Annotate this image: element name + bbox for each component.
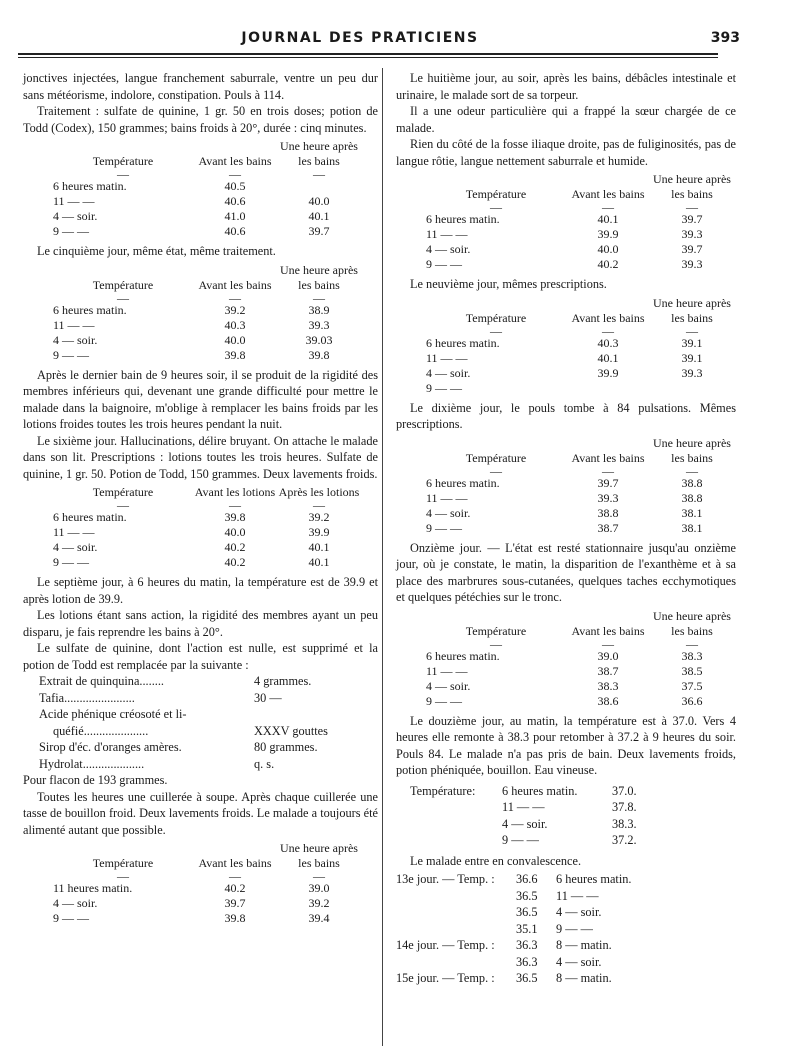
column-header: Avant les bains [198, 154, 272, 168]
prescription-item: Tafia....................... 30 — [39, 690, 282, 705]
column-header: Une heure après les bains [653, 295, 731, 325]
time-cell: 6 heures matin. [53, 510, 127, 524]
time-cell: 11 heures matin. [53, 881, 133, 895]
journal-title: JOURNAL DES PRATICIENS [241, 30, 479, 46]
column-header: Avant les bains [198, 277, 272, 292]
rule-dash: — [686, 636, 698, 651]
time-cell: 11 — — [426, 227, 468, 241]
rule-dash: — [117, 869, 129, 883]
time-cell: 6 heures matin. [426, 475, 500, 490]
rule-dash: — [229, 869, 241, 883]
table-header-row [396, 172, 734, 202]
value-cell: 39.03 [305, 332, 333, 347]
value-cell: 40.1 [597, 212, 619, 226]
table-row [23, 540, 361, 555]
paragraph: Le douzième jour, au matin, la température est à 37.0. Vers 4 heures elle remonte à 38.3 pour retomber à 37.2 à 9 heures du soir. Pouls 84. Le malade n'a pas pris de bain. Deux lavements froids, potion phéniquée, bouillon. Eau vineuse. [396, 713, 736, 777]
table-row [396, 212, 734, 227]
prescription-item: Hydrolat.................... q. s. [39, 756, 275, 771]
time-cell: 9 — — [426, 257, 462, 271]
value-cell: 39.3 [681, 365, 703, 380]
rule-dash: — [117, 167, 129, 181]
table-row [23, 510, 361, 525]
table-row [23, 555, 361, 570]
temperature-line: 4 — soir. 38.3. [502, 816, 637, 831]
rule-dash: — [490, 636, 502, 651]
column-header: Une heure après les bains [653, 608, 731, 638]
table-rule-row [23, 293, 361, 303]
value-cell: 39.0 [308, 881, 330, 895]
value-cell: 41.0 [224, 209, 246, 223]
rule-dash: — [602, 200, 614, 214]
column-header: Avant les bains [571, 450, 645, 465]
value-cell: 39.4 [308, 911, 330, 925]
rule-dash: — [229, 167, 241, 181]
time-cell: 4 — soir. [426, 365, 471, 380]
time-cell: 11 — — [426, 350, 468, 365]
time-cell: 11 — — [426, 663, 468, 678]
value-cell: 38.1 [681, 505, 703, 520]
prescription-item: Extrait de quinquina........ 4 grammes. [39, 674, 312, 688]
prescription-list [39, 673, 378, 772]
value-cell: 40.6 [224, 194, 246, 208]
table-row [396, 381, 734, 396]
column-header: Température [465, 450, 527, 465]
value-cell: 36.6 [681, 693, 703, 708]
table-row [396, 679, 734, 694]
time-cell: 9 — — [53, 347, 89, 362]
column-header: Température [92, 154, 154, 168]
value-cell: 40.1 [597, 350, 619, 365]
time-cell: 4 — soir. [53, 540, 98, 554]
rule-dash: — [686, 463, 698, 478]
prescription-item: quéfié..................... XXXV gouttes [53, 723, 328, 738]
temperature-table [23, 139, 361, 239]
convalescence-line: 15e jour. — Temp. : 36.5 8 — matin. [396, 971, 612, 985]
prescription-item: Acide phénique créosoté et li- [39, 707, 187, 721]
table-row [396, 664, 734, 679]
table-row [396, 694, 734, 709]
time-cell: 9 — — [426, 380, 462, 395]
time-cell: 6 heures matin. [53, 179, 127, 193]
table-row [23, 911, 361, 926]
table-row [396, 521, 734, 536]
table-rule-row [23, 169, 361, 179]
table-row [396, 506, 734, 521]
value-cell: 38.8 [597, 505, 619, 520]
value-cell: 39.1 [681, 335, 703, 350]
value-cell: 38.8 [681, 490, 703, 505]
value-cell: 40.2 [224, 555, 246, 569]
value-cell: 38.1 [681, 520, 703, 535]
rule-dash: — [313, 167, 325, 181]
value-cell: 40.2 [597, 257, 619, 271]
value-cell: 39.8 [224, 510, 246, 524]
temperature-table [23, 485, 361, 570]
column-header: Une heure après les bains [653, 172, 731, 201]
value-cell: 40.1 [308, 555, 330, 569]
paragraph: jonctives injectées, langue franchement saburrale, ventre un peu dur sans météorisme, indolore, constipation. Pouls à 114. [23, 71, 378, 102]
temperature-table [396, 296, 734, 396]
time-cell: 9 — — [426, 693, 462, 708]
time-cell: 6 heures matin. [426, 648, 500, 663]
time-cell: 4 — soir. [53, 332, 98, 347]
value-cell: 39.2 [308, 896, 330, 910]
table-header-row [23, 485, 361, 500]
value-cell: 38.3 [597, 678, 619, 693]
value-cell: 38.7 [597, 663, 619, 678]
value-cell: 39.8 [224, 347, 246, 362]
column-header: Avant les bains [571, 187, 645, 201]
table-row [23, 348, 361, 363]
column-header: Température [92, 277, 154, 292]
value-cell: 38.7 [597, 520, 619, 535]
header-rule-thin [18, 57, 718, 58]
convalescence-line: 14e jour. — Temp. : 36.3 8 — matin. [396, 938, 612, 952]
time-cell: 11 — — [53, 525, 95, 539]
right-column [396, 70, 736, 987]
rule-dash: — [490, 200, 502, 214]
column-divider [382, 68, 383, 1046]
rule-dash: — [686, 200, 698, 214]
paragraph: Les lotions étant sans action, la rigidité des membres ayant un peu disparu, je fais reprendre les bains à 20°. [23, 608, 378, 639]
value-cell: 39.9 [597, 227, 619, 241]
running-header [20, 30, 740, 50]
time-cell: 11 — — [53, 194, 95, 208]
header-rule [18, 53, 718, 55]
value-cell [566, 381, 650, 396]
page-number: 393 [710, 30, 740, 46]
table-rule-row [23, 871, 361, 881]
column-header: Avant les bains [571, 623, 645, 638]
table-row [23, 209, 361, 224]
value-cell: 39.8 [308, 347, 330, 362]
table-header-row [23, 139, 361, 169]
rule-dash: — [686, 323, 698, 338]
time-cell: 11 — — [53, 317, 95, 332]
time-cell: 9 — — [53, 555, 89, 569]
value-cell: 40.0 [597, 242, 619, 256]
value-cell: 38.9 [308, 302, 330, 317]
column-header: Température [465, 310, 527, 325]
table-header-row [23, 841, 361, 871]
rule-dash: — [229, 290, 241, 305]
temperature-table [23, 841, 361, 926]
convalescence-line: 13e jour. — Temp. : 36.6 6 heures matin. [396, 872, 632, 886]
column-header: Avant les lotions [194, 485, 276, 499]
table-row [396, 242, 734, 257]
table-header-row [396, 296, 734, 326]
value-cell: 40.0 [308, 194, 330, 208]
temperature-table [396, 609, 734, 709]
value-cell: 39.8 [224, 911, 246, 925]
column-header: Une heure après les bains [280, 841, 358, 870]
value-cell: 40.5 [224, 179, 246, 193]
table-row [23, 333, 361, 348]
paragraph: Le sulfate de quinine, dont l'action est nulle, est supprimé et la potion de Todd est remplacée par la suivante : [23, 641, 378, 672]
time-cell: 4 — soir. [53, 209, 98, 223]
value-cell: 40.0 [224, 332, 246, 347]
table-row [23, 224, 361, 239]
temperature-line: Température: 6 heures matin. 37.0. [410, 783, 637, 798]
value-cell: 39.7 [681, 212, 703, 226]
time-cell: 4 — soir. [53, 896, 98, 910]
table-row [396, 476, 734, 491]
rule-dash: — [313, 290, 325, 305]
time-cell: 6 heures matin. [426, 335, 500, 350]
value-cell: 39.7 [681, 242, 703, 256]
table-row [396, 336, 734, 351]
value-cell: 37.5 [681, 678, 703, 693]
rule-dash: — [490, 463, 502, 478]
value-cell: 39.3 [597, 490, 619, 505]
convalescence-line: 36.5 11 — — [516, 888, 599, 903]
rule-dash: — [117, 290, 129, 305]
paragraph: Onzième jour. — L'état est resté stationnaire jusqu'au onzième jour, où je constate, le matin, la disparition de l'exanthème et à sa place des marbrures sous-cutanées, quelques taches ecchymotiques et quelques pétéchies sur le tronc. [396, 540, 736, 604]
temperature-table [396, 172, 734, 272]
time-cell: 9 — — [426, 520, 462, 535]
paragraph: Le neuvième jour, mêmes prescriptions. [410, 277, 607, 291]
value-cell: 39.2 [308, 510, 330, 524]
table-header-row [396, 436, 734, 466]
temperature-line: 11 — — 37.8. [502, 800, 637, 814]
table-rule-row [396, 326, 734, 336]
rule-dash: — [602, 323, 614, 338]
value-cell: 40.6 [224, 224, 246, 238]
table-row [396, 649, 734, 664]
column-header: Une heure après les bains [653, 435, 731, 465]
paragraph: Pour flacon de 193 grammes. [23, 773, 168, 787]
column-header: Température [465, 623, 527, 638]
paragraph: Le septième jour, à 6 heures du matin, la température est de 39.9 et après lotion de 39.9. [23, 575, 378, 606]
value-cell: 39.7 [224, 896, 246, 910]
column-header: Température [465, 187, 527, 201]
prescription-item: Sirop d'éc. d'oranges amères. 80 grammes. [39, 740, 318, 754]
table-rule-row [396, 639, 734, 649]
time-cell: 9 — — [53, 224, 89, 238]
value-cell: 38.3 [681, 648, 703, 663]
table-row [23, 525, 361, 540]
convalescence-line: 35.1 9 — — [516, 921, 593, 936]
rule-dash: — [490, 323, 502, 338]
time-cell: 9 — — [53, 911, 89, 925]
rule-dash: — [602, 636, 614, 651]
table-row [23, 179, 361, 194]
table-row [23, 194, 361, 209]
temperature-table [23, 263, 361, 363]
value-cell: 39.7 [308, 224, 330, 238]
table-row [23, 303, 361, 318]
time-cell: 4 — soir. [426, 678, 471, 693]
value-cell: 39.9 [597, 365, 619, 380]
value-cell: 40.1 [308, 540, 330, 554]
temperature-table [396, 436, 734, 536]
paragraph: Traitement : sulfate de quinine, 1 gr. 50 en trois doses; potion de Todd (Codex), 150 grammes; bains froids à 20°, durée : cinq minutes. [23, 104, 378, 135]
rule-dash: — [313, 498, 325, 512]
column-header: Avant les bains [571, 310, 645, 325]
convalescence-line: 36.3 4 — soir. [516, 954, 602, 969]
value-cell: 39.0 [597, 648, 619, 663]
table-header-row [23, 263, 361, 293]
paragraph: Le cinquième jour, même état, même traitement. [37, 244, 276, 258]
table-row [396, 257, 734, 272]
table-rule-row [396, 202, 734, 212]
rule-dash: — [229, 498, 241, 512]
paragraph: Rien du côté de la fosse iliaque droite, pas de fuliginosités, pas de langue rôtie, langue nettement saburrale et humide. [396, 137, 736, 168]
rule-dash: — [313, 869, 325, 883]
time-cell: 11 — — [426, 490, 468, 505]
value-cell: 39.3 [681, 257, 703, 271]
column-header: Une heure après les bains [280, 139, 358, 168]
value-cell: 39.2 [224, 302, 246, 317]
value-cell: 39.3 [681, 227, 703, 241]
table-row [396, 227, 734, 242]
time-cell: 4 — soir. [426, 505, 471, 520]
table-row [396, 351, 734, 366]
table-row [23, 881, 361, 896]
value-cell [650, 381, 734, 396]
paragraph: Le sixième jour. Hallucinations, délire bruyant. On attache le malade dans son lit. Prescriptions : lotions toutes les trois heures. Sulfate de quinine, 1 gr. 50. Potion de Todd, 150 grammes. Deux lavements froids. [23, 433, 378, 481]
value-cell: 39.7 [597, 475, 619, 490]
paragraph: Après le dernier bain de 9 heures soir, il se produit de la rigidité des membres inférieurs qui, devenant une grande difficulté pour mettre le malade dans la baignoire, m'oblige à remplacer les bains froids par les lotions froides toutes les trois heures pendant la nuit. [23, 367, 378, 431]
time-cell: 6 heures matin. [426, 212, 500, 226]
value-cell: 40.2 [224, 881, 246, 895]
column-header: Après les lotions [278, 485, 360, 499]
paragraph: Toutes les heures une cuillerée à soupe. Après chaque cuillerée une tasse de bouillon froid. Deux lavements froids. Le malade a toujours été alimenté autant que possible. [23, 789, 378, 837]
paragraph: Le dixième jour, le pouls tombe à 84 pulsations. Mêmes prescriptions. [396, 400, 736, 431]
convalescence-line: 36.5 4 — soir. [516, 905, 602, 919]
value-cell: 38.8 [681, 475, 703, 490]
value-cell: 38.5 [681, 663, 703, 678]
column-header: Température [92, 485, 154, 499]
table-row [23, 896, 361, 911]
column-header: Avant les bains [198, 856, 272, 870]
time-cell: 4 — soir. [426, 242, 471, 256]
paragraph: Le huitième jour, au soir, après les bains, débâcles intestinale et urinaire, le malade sort de sa torpeur. [396, 71, 736, 102]
value-cell [277, 179, 361, 194]
value-cell: 40.0 [224, 525, 246, 539]
value-cell: 39.9 [308, 525, 330, 539]
value-cell: 40.3 [597, 335, 619, 350]
table-rule-row [396, 466, 734, 476]
rule-dash: — [117, 498, 129, 512]
value-cell: 40.3 [224, 317, 246, 332]
paragraph: Il a une odeur particulière qui a frappé la sœur chargée de ce malade. [396, 104, 736, 135]
column-header: Température [92, 856, 154, 870]
paragraph: Le malade entre en convalescence. [410, 853, 582, 868]
left-column [23, 70, 378, 930]
time-cell: 6 heures matin. [53, 302, 127, 317]
value-cell: 39.1 [681, 350, 703, 365]
temperature-line: 9 — — 37.2. [502, 833, 637, 847]
table-rule-row [23, 500, 361, 510]
value-cell: 38.6 [597, 693, 619, 708]
table-row [396, 491, 734, 506]
table-row [23, 318, 361, 333]
convalescence-list [396, 871, 736, 987]
table-row [396, 366, 734, 381]
rule-dash: — [602, 463, 614, 478]
value-cell: 40.2 [224, 540, 246, 554]
table-header-row [396, 609, 734, 639]
temperature-list [410, 783, 736, 849]
value-cell: 39.3 [308, 317, 330, 332]
column-header: Une heure après les bains [280, 262, 358, 292]
value-cell: 40.1 [308, 209, 330, 223]
